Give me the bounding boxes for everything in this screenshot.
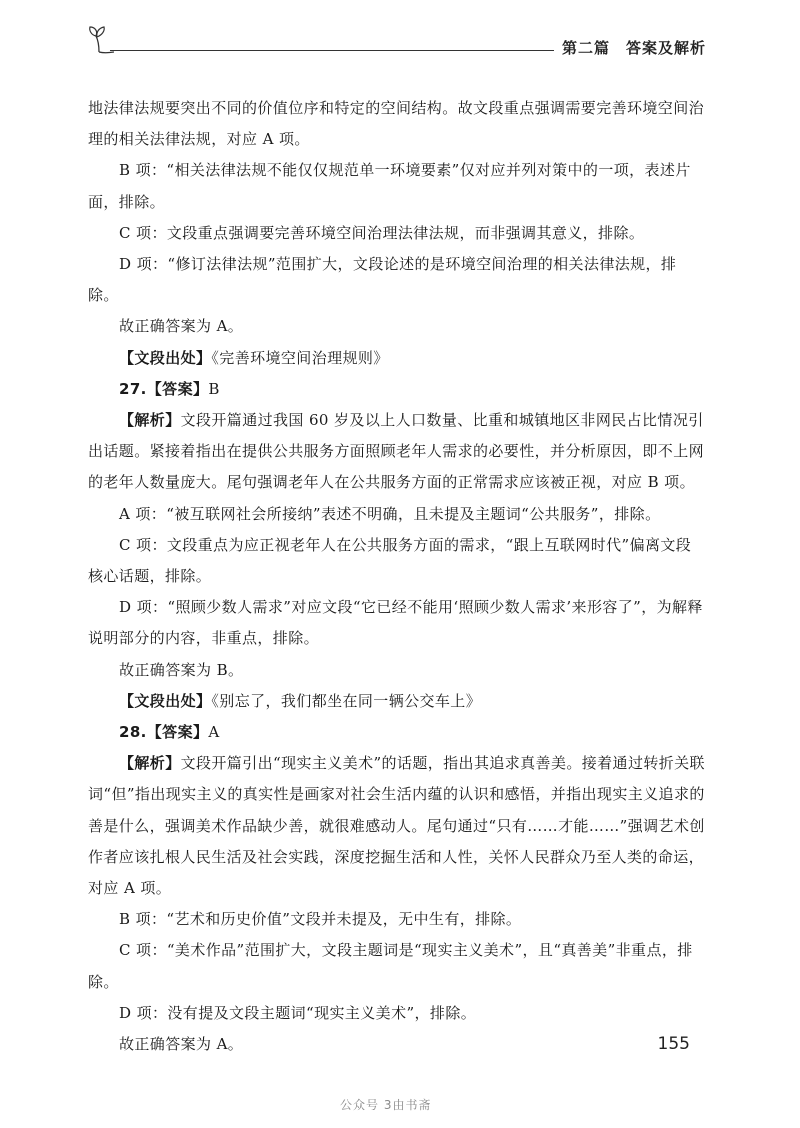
paragraph-text: B 项：“相关法律法规不能仅仅规范单一环境要素”仅对应并列对策中的一项，表述片面，排除。 [88, 161, 691, 211]
paragraph-19 [88, 1029, 706, 1060]
analysis-label: 【解析】 [119, 754, 181, 773]
paragraph-1 [88, 93, 706, 155]
answer-value: B [208, 379, 220, 398]
paragraph-16 [88, 904, 706, 935]
answer-27 [88, 374, 706, 405]
paragraph-text: C 项：“美术作品”范围扩大，文段主题词是“现实主义美术”，且“真善美”非重点，排除。 [88, 941, 693, 991]
paragraph-text: 地法律法规要突出不同的价值位序和特定的空间结构。故文段重点强调需要完善环境空间治理的相关法律法规，对应 A 项。 [88, 99, 705, 149]
paragraph-12 [88, 655, 706, 686]
paragraph-text: 故正确答案为 A。 [119, 317, 244, 336]
paragraph-text: D 项：“照顾少数人需求”对应文段“它已经不能用‘照顾少数人需求’来形容了”，为解释说明部分的内容，非重点，排除。 [88, 598, 703, 648]
paragraph-text: B 项：“艺术和历史价值”文段并未提及，无中生有，排除。 [119, 910, 522, 929]
paragraph-11 [88, 592, 706, 654]
paragraph-text: D 项：没有提及文段主题词“现实主义美术”，排除。 [119, 1003, 477, 1022]
source-27 [88, 686, 706, 717]
answer-value: A [208, 723, 220, 742]
paragraph-4 [88, 249, 706, 311]
paragraph-text: D 项：“修订法律法规”范围扩大，文段论述的是环境空间治理的相关法律法规，排除。 [88, 255, 677, 305]
answer-text [88, 93, 706, 1060]
paragraph-text: A 项：“被互联网社会所接纳”表述不明确，且未提及主题词“公共服务”，排除。 [119, 504, 661, 523]
paragraph-text: 故正确答案为 A。 [119, 1035, 244, 1054]
section-title: 第二篇 答案及解析 [562, 39, 707, 57]
paragraph-3 [88, 218, 706, 249]
header-rule [110, 50, 554, 51]
source-26 [88, 343, 706, 374]
analysis-27 [88, 405, 706, 499]
paragraph-text: C 项：文段重点强调要完善环境空间治理法律法规，而非强调其意义，排除。 [119, 223, 645, 242]
paragraph-2 [88, 155, 706, 217]
source-label: 【文段出处】 [119, 691, 212, 710]
page-header [88, 24, 708, 60]
paragraph-text: C 项：文段重点为应正视老年人在公共服务方面的需求，“跟上互联网时代”偏离文段核心话题，排除。 [88, 535, 692, 586]
source-title: 《完善环境空间治理规则》 [211, 348, 389, 367]
answer-28 [88, 717, 706, 748]
source-label: 【文段出处】 [119, 348, 212, 367]
answer-label: 28.【答案】 [119, 723, 209, 742]
paragraph-9 [88, 499, 706, 530]
paragraph-text: 故正确答案为 B。 [119, 660, 244, 679]
answer-label: 27.【答案】 [119, 379, 209, 398]
page-number: 155 [657, 1034, 690, 1054]
watermark: 公众号 3由书斋 [340, 1098, 432, 1112]
paragraph-5 [88, 311, 706, 342]
analysis-label: 【解析】 [119, 411, 181, 430]
analysis-28 [88, 748, 706, 904]
paragraph-text: 文段开篇引出“现实主义美术”的话题，指出其追求真善美。接着通过转折关联词“但”指出现实主义的真实性是画家对社会生活内蕴的认识和感悟，并指出现实主义追求的善是什么，强调美术作品缺少善，就很难感动人。尾句通过“只有……才能……”强调艺术创作者应该扎根人民生活及社会实践，深度挖掘生活和人性，关怀人民群众乃至人类的命运，对应 A 项。 [88, 754, 705, 898]
paragraph-text: 文段开篇通过我国 60 岁及以上人口数量、比重和城镇地区非网民占比情况引出话题。紧接着指出在提供公共服务方面照顾老年人需求的必要性，并分析原因，即不上网的老年人数量庞大。尾句强调老年人在公共服务方面的正常需求应该被正视，对应 B 项。 [88, 411, 705, 492]
paragraph-17 [88, 935, 706, 997]
paragraph-10 [88, 530, 706, 592]
source-title: 《别忘了，我们都坐在同一辆公交车上》 [211, 691, 482, 710]
paragraph-18 [88, 998, 706, 1029]
